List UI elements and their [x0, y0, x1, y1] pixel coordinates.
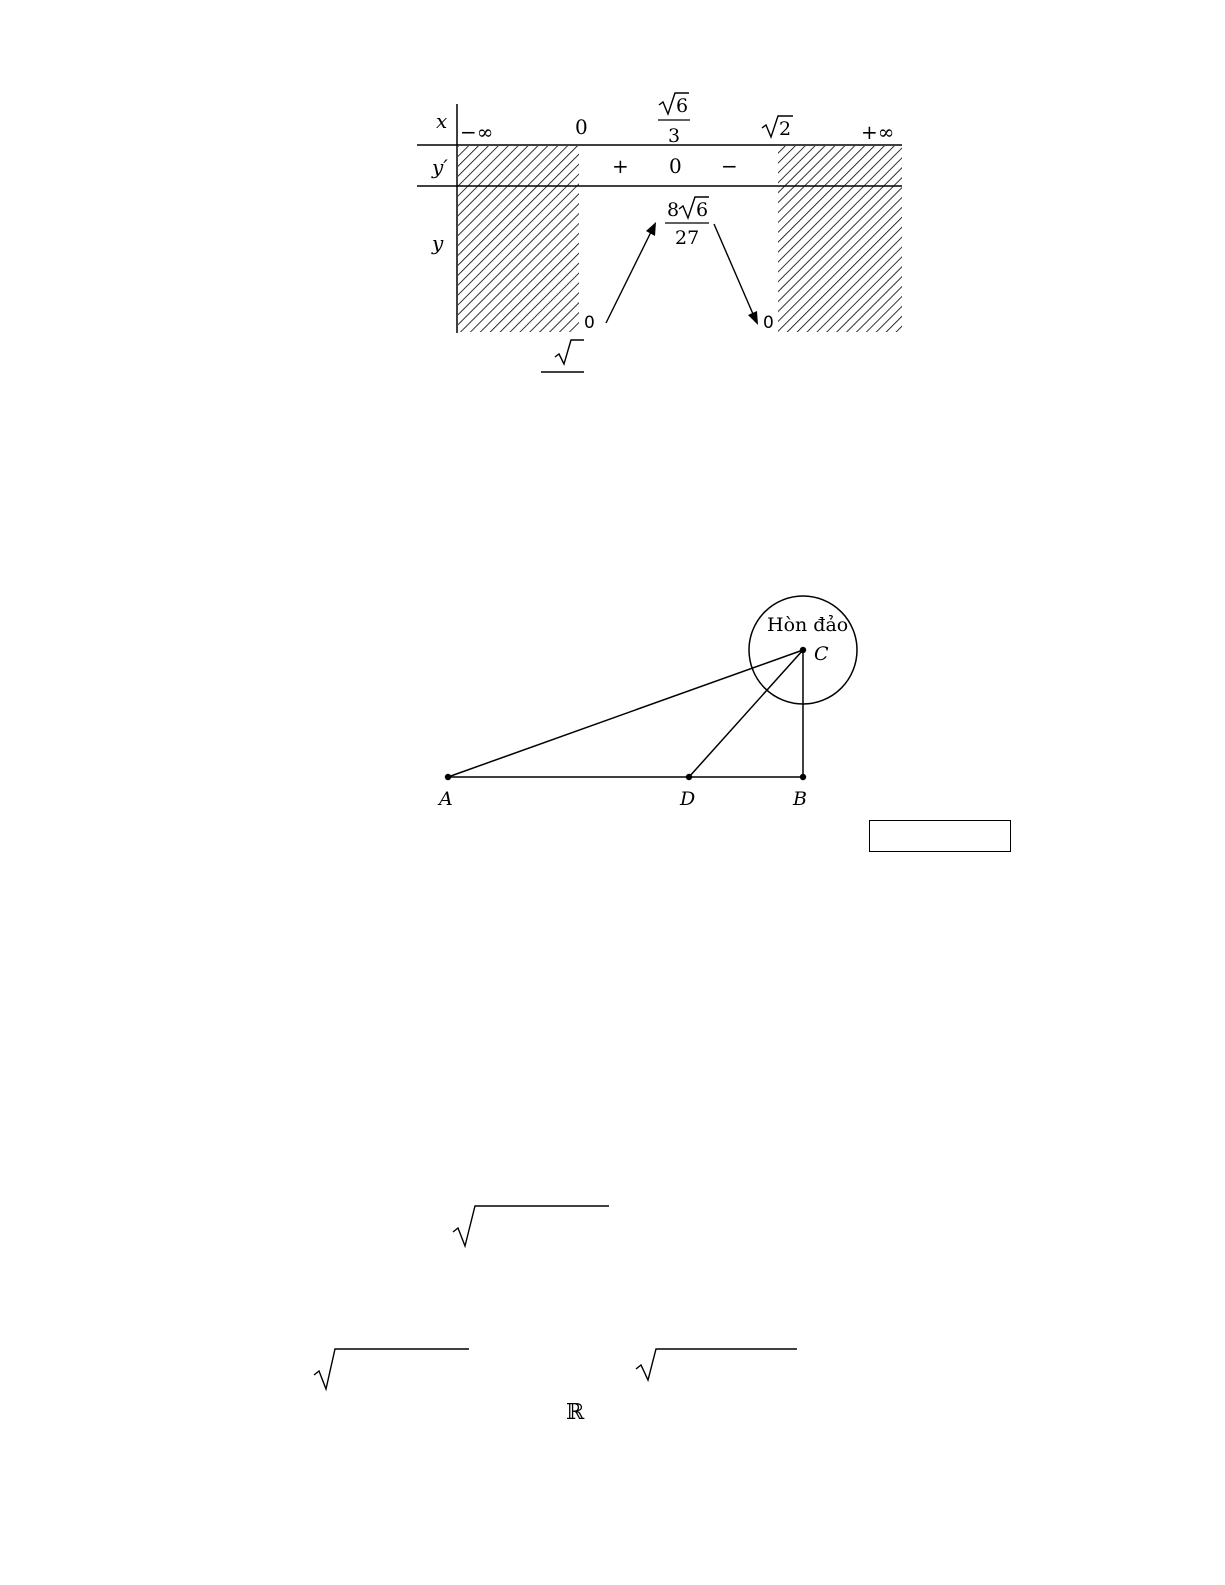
empty-answer-box	[869, 820, 1011, 852]
point-B	[800, 774, 806, 780]
x-pos-infinity: +∞	[861, 120, 895, 144]
point-C	[800, 647, 806, 653]
x-neg-infinity: −∞	[460, 120, 494, 144]
stray-sqrt-fragment	[541, 340, 584, 372]
reals-symbol: ℝ	[566, 1400, 585, 1425]
y-right-value: 0	[763, 313, 774, 333]
x-sqrt2	[762, 116, 793, 140]
max-coefficient: 8	[667, 199, 680, 221]
label-C: C	[814, 643, 829, 665]
y-maximum-value	[665, 197, 709, 249]
label-A: A	[439, 788, 453, 810]
increasing-arrow	[606, 222, 656, 323]
crit-denominator: 3	[668, 125, 681, 147]
sqrt-fragment-1	[453, 1206, 609, 1246]
variation-table	[0, 0, 1225, 400]
segment-AC	[448, 650, 803, 777]
row-label-y: y	[432, 231, 444, 255]
point-A	[445, 774, 451, 780]
max-denominator: 27	[675, 227, 700, 249]
x-critical-point	[658, 93, 690, 147]
max-radicand: 6	[696, 199, 709, 221]
yprime-minus: −	[721, 154, 738, 178]
segment-DC	[689, 650, 803, 777]
island-label: Hòn đảo	[767, 614, 849, 636]
decreasing-arrow	[714, 224, 758, 325]
hatched-region-left	[458, 146, 579, 332]
row-label-yprime: y′	[432, 155, 448, 179]
lower-formula-fragments	[0, 1190, 1225, 1450]
crit-radicand: 6	[676, 95, 689, 117]
sqrt-fragment-3	[636, 1349, 797, 1380]
island-figure	[0, 580, 1225, 840]
yprime-zero: 0	[669, 154, 682, 178]
x-zero: 0	[575, 115, 588, 139]
label-B: B	[793, 788, 807, 810]
hatched-region-right	[778, 146, 902, 332]
row-label-x: x	[436, 109, 448, 133]
y-left-value: 0	[584, 313, 595, 333]
label-D: D	[680, 788, 696, 810]
point-D	[686, 774, 692, 780]
yprime-plus: +	[612, 154, 629, 178]
sqrt2-radicand: 2	[779, 118, 792, 140]
sqrt-fragment-2	[314, 1349, 469, 1389]
